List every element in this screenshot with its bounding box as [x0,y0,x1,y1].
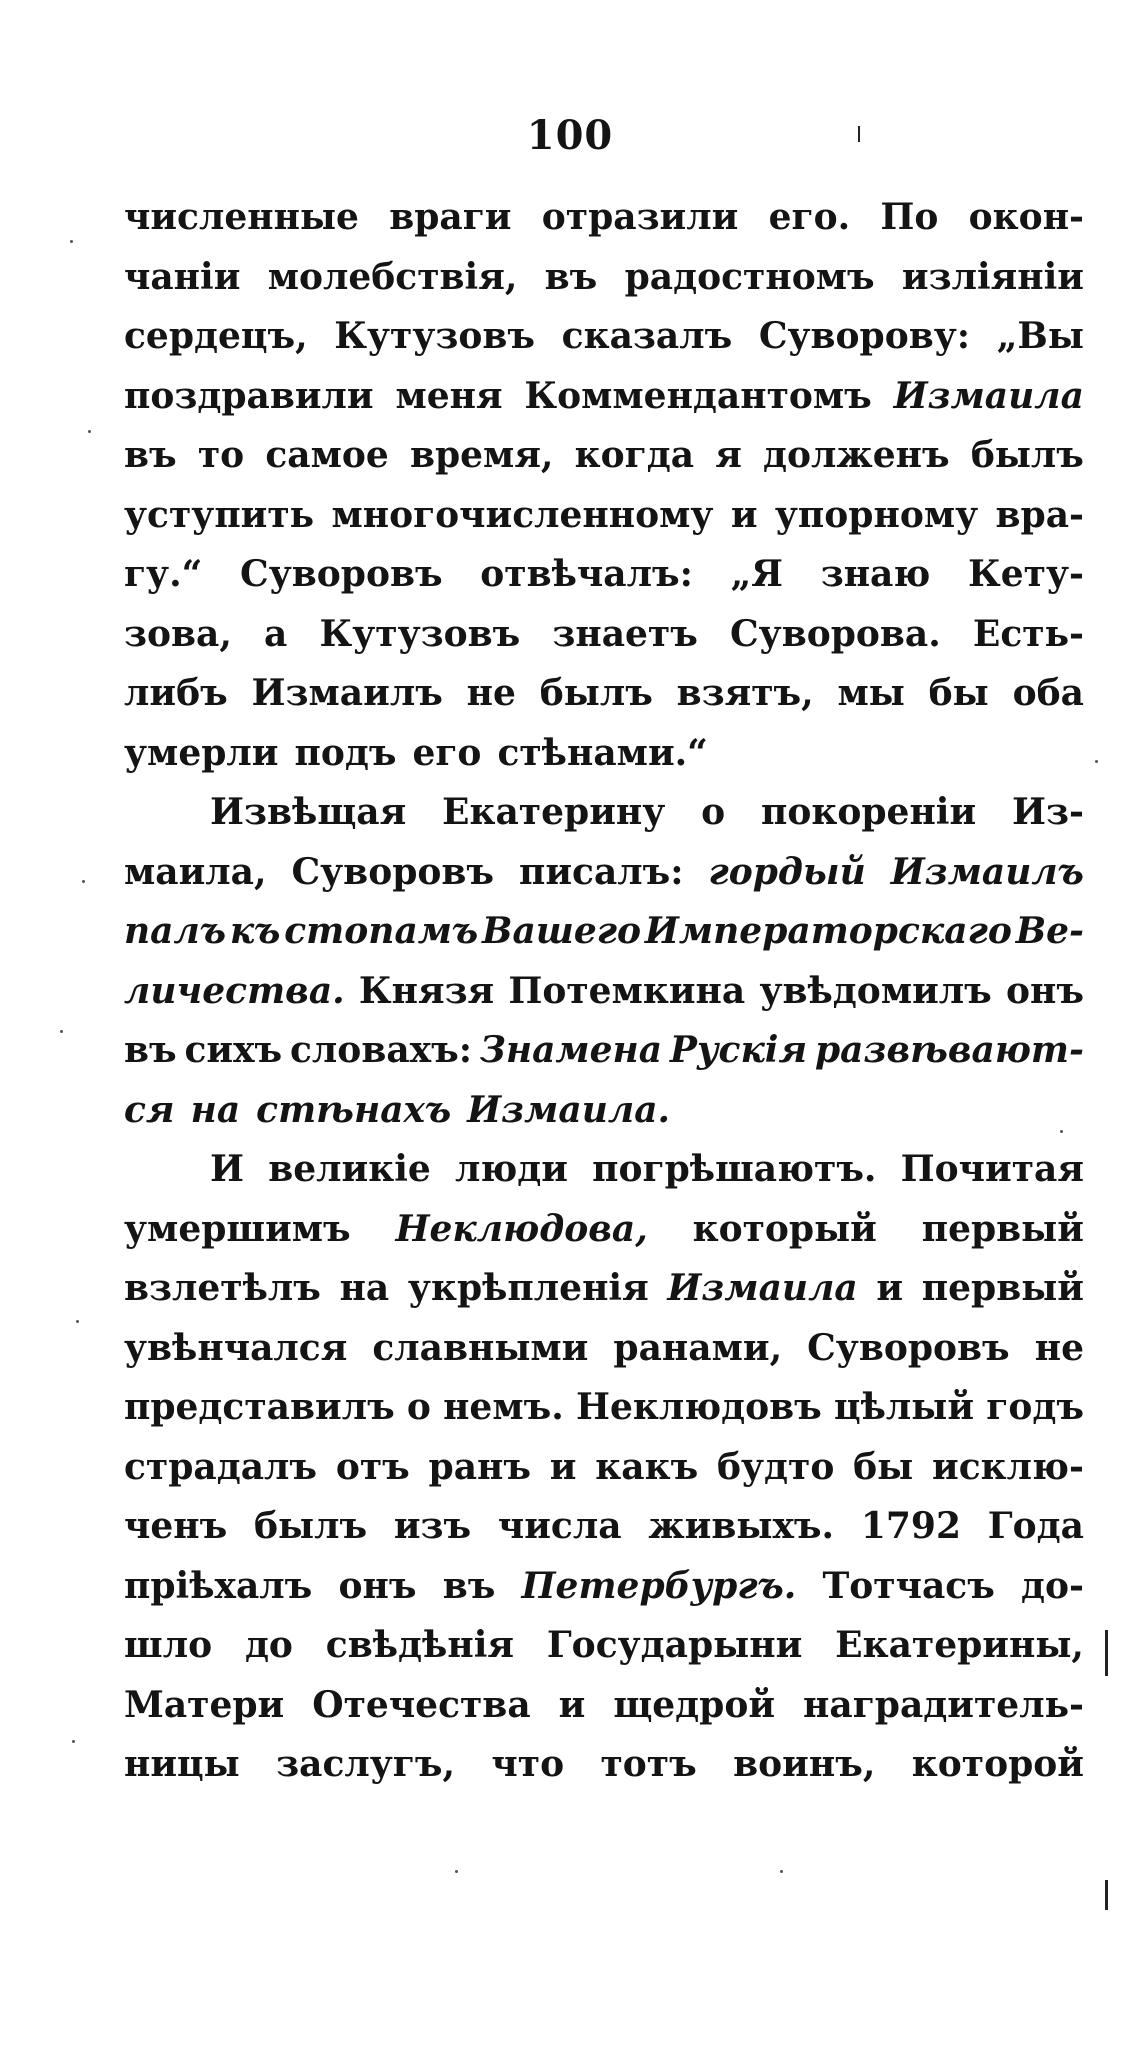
word: страдалъ [124,1445,318,1488]
word: Измаилъ [251,672,443,714]
text-line [124,1081,1084,1141]
word: когда [574,434,695,476]
word: „Вы [996,315,1084,357]
word: не [466,672,516,714]
word: воинъ, [733,1743,876,1785]
word: долженъ [763,434,950,476]
paper-speck [72,1740,75,1743]
word: ницы [124,1743,240,1785]
word: Суворовъ [291,850,495,893]
word: радостномъ [624,255,875,298]
word: погрѣшаютъ. [592,1148,877,1190]
text-line [124,1021,1084,1081]
text-line [124,843,1084,903]
word: чанiи [124,255,241,298]
word: умерли [124,731,279,774]
word: Кету- [967,553,1084,595]
word: личества. [124,969,345,1012]
text-line [124,188,1084,248]
text-line [124,902,1084,962]
word: упорному [774,493,979,536]
word: По [880,196,939,238]
word: Неклюдовъ [575,1386,822,1428]
word: Кутузовъ [319,612,521,655]
word: Императорскаго [644,910,1012,952]
word: какъ [595,1445,699,1488]
word: знаетъ [552,612,698,655]
word: многочисленному [331,493,714,536]
word: укрѣпленiя [407,1267,649,1309]
margin-mark [858,126,860,142]
word: писалъ: [518,850,684,893]
word: Суворова. [730,612,941,655]
word: шло [124,1624,213,1666]
word: маила, [124,850,267,893]
word: въ [124,434,177,476]
word: уступить [124,493,315,536]
paper-speck [1060,1130,1063,1133]
word: не [1034,1326,1084,1369]
word: Ве- [1015,910,1084,952]
word: либъ [124,672,228,714]
word: взлетѣлъ [124,1267,321,1309]
word: о [406,1386,431,1428]
word: Тотчасъ [822,1564,995,1607]
word: великiе [268,1148,431,1190]
word: цѣлый [834,1386,975,1428]
word: тотъ [600,1743,697,1785]
word: стопамъ [284,910,479,952]
word: меня [395,374,503,417]
body-text [124,188,1084,1795]
word: покоренiи [761,791,977,833]
word: въ [442,1564,496,1607]
word: „Я [730,553,784,595]
text-line [124,486,1084,546]
word: увѣдомилъ [759,969,992,1012]
word: ся [124,1088,175,1131]
text-line [124,1140,1084,1200]
word: Неклюдова, [395,1207,648,1250]
word: Есть- [972,612,1084,655]
text-line [124,367,1084,427]
word: Суворову: [758,315,971,357]
word: поздравили [124,374,374,417]
word: былъ [970,434,1084,476]
word: Матери [124,1683,285,1726]
word: отъ [335,1445,410,1488]
paper-speck [82,880,85,883]
text-line [124,426,1084,486]
word: стѣнахъ [256,1088,452,1131]
word: которой [911,1743,1084,1785]
word: Знамена [479,1029,663,1071]
text-line [124,1676,1084,1736]
word: и [876,1267,904,1309]
word: на [339,1267,390,1309]
text-line [124,1557,1084,1617]
word: былъ [253,1505,368,1547]
word: заслугъ, [276,1743,455,1785]
word: живыхъ. [648,1505,835,1547]
word: сихъ [184,1029,283,1071]
text-line [124,1200,1084,1260]
word: Из- [1012,791,1084,833]
word: отвѣчалъ: [480,553,693,595]
word: И [210,1148,245,1190]
word: время, [409,434,554,476]
word: вра- [995,493,1084,536]
word: до- [1021,1564,1084,1607]
word: Коммендантомъ [524,374,872,417]
word: славными [372,1326,589,1369]
word: самое [265,434,389,476]
word: Князя [358,969,495,1012]
word: оба [1012,672,1084,714]
word: въ [124,1029,177,1071]
word: свѣдѣнiя [325,1624,514,1666]
word: Измаилъ [890,850,1084,893]
word: на [190,1088,241,1131]
word: представилъ [124,1386,395,1428]
word: бы [928,672,989,714]
word: враги [389,196,512,238]
margin-mark [1105,1630,1108,1676]
word: Года [987,1505,1084,1547]
word: къ [229,910,281,952]
word: Суворовъ [240,553,443,595]
word: числа [497,1505,622,1547]
word: до [244,1624,293,1666]
text-line [124,1735,1084,1795]
text-line [124,664,1084,724]
text-line [124,248,1084,308]
text-line [124,724,1084,784]
word: Екатерину [442,791,666,833]
word: увѣнчался [124,1326,348,1369]
word: словахъ: [290,1029,473,1071]
text-line [124,605,1084,665]
word: знаю [820,553,931,595]
text-line [124,307,1084,367]
text-line [124,1259,1084,1319]
word: Екатерины, [835,1624,1084,1666]
word: сказалъ [561,315,733,357]
word: излiянiи [901,255,1084,298]
word: палъ [124,910,227,952]
paper-speck [70,240,73,243]
word: о [701,791,726,833]
paper-speck [60,1030,63,1033]
word: численные [124,196,359,238]
word: немъ. [443,1386,564,1428]
word: прiѣхалъ [124,1564,313,1607]
word: отразили [541,196,739,238]
word: ранами, [613,1326,783,1369]
paper-speck [76,1320,79,1323]
word: подъ [294,731,397,774]
word: а [264,612,288,655]
word: Потемкина [508,969,746,1012]
word: молебствiя, [267,255,518,298]
word: изъ [393,1505,472,1547]
word: щедрой [613,1683,776,1726]
word: Государыни [546,1624,803,1666]
word: и [558,1683,586,1726]
text-line [124,1497,1084,1557]
word: Петербургъ. [521,1564,797,1607]
word: люди [454,1148,568,1190]
word: развѣвают- [814,1029,1084,1071]
paper-speck [780,1870,783,1873]
paper-speck [1095,760,1098,763]
word: Измаила. [467,1088,671,1131]
word: исклю- [932,1445,1084,1488]
word: и [549,1445,577,1488]
word: стѣнами.“ [497,731,708,774]
word: первый [921,1207,1084,1250]
word: бы [853,1445,914,1488]
word: въ [544,255,598,298]
word: Измаила [667,1267,858,1309]
word: Кутузовъ [334,315,536,357]
word: ранъ [428,1445,532,1488]
word: что [491,1743,565,1785]
word: зова, [124,612,232,655]
word: я [715,434,742,476]
word: окон- [968,196,1084,238]
word: умершимъ [124,1207,351,1250]
word: Почитая [900,1148,1084,1190]
word: гордый [708,850,866,893]
word: Отечества [312,1683,531,1726]
paper-speck [88,430,91,433]
word: Извѣщая [210,791,407,833]
word: то [197,434,245,476]
word: взятъ, [676,672,814,714]
word: гу.“ [124,553,203,595]
word: ченъ [124,1505,228,1547]
word: Вашего [482,910,642,952]
paper-speck [455,1870,458,1873]
word: мы [837,672,905,714]
word: и [730,493,758,536]
text-line [124,1319,1084,1379]
word: онъ [338,1564,417,1607]
word: его [412,731,482,774]
text-line [124,962,1084,1022]
word: Рускiя [669,1029,808,1071]
text-line [124,1438,1084,1498]
word: который [692,1207,877,1250]
margin-mark [1105,1880,1108,1910]
text-line [124,1378,1084,1438]
word: годъ [986,1386,1084,1428]
text-line [124,545,1084,605]
word: будто [717,1445,835,1488]
word: Суворовъ [807,1326,1010,1369]
page-number: 100 [526,112,614,159]
word: его. [768,196,851,238]
text-line [124,1616,1084,1676]
text-line [124,783,1084,843]
word: Измаила [893,374,1084,417]
word: 1792 [860,1505,962,1547]
word: сердецъ, [124,315,308,357]
word: былъ [539,672,653,714]
word: наградитель- [803,1683,1084,1726]
word: первый [921,1267,1084,1309]
word: онъ [1006,969,1084,1012]
